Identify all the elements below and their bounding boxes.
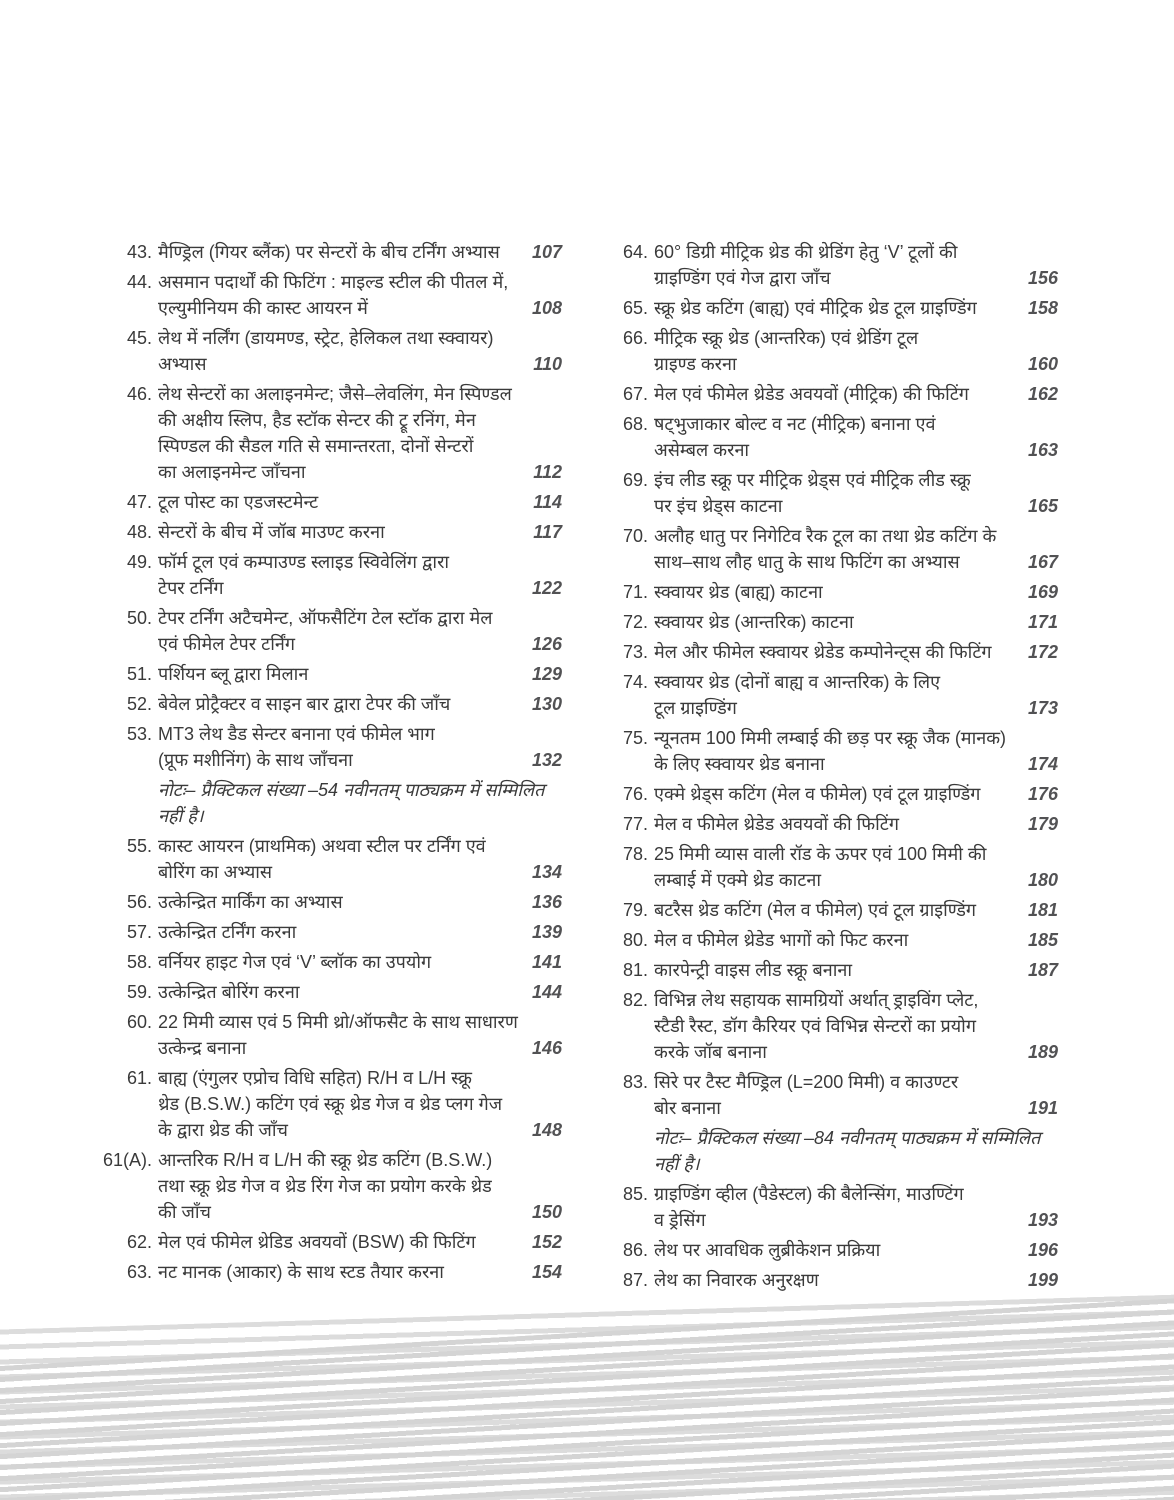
entry-page-number: 162 (1027, 384, 1058, 404)
entry-page-number: 141 (531, 952, 562, 972)
entry-number: 69. (622, 470, 648, 490)
entry-number: 74. (622, 672, 648, 692)
entry-page-number: 144 (531, 982, 562, 1002)
entry-number: 87. (622, 1270, 648, 1290)
entry-number: 67. (622, 384, 648, 404)
entry-title: मेल व फीमेल थ्रेडेड भागों को फिट करना (654, 930, 909, 950)
entry-number: 81. (622, 960, 648, 980)
toc-entry (596, 957, 1058, 983)
entry-title: वर्नियर हाइट गेज एवं ‘V’ ब्लॉक का उपयोग (158, 952, 432, 972)
entry-page-number: 185 (1027, 930, 1058, 950)
entry-page-number: 174 (1027, 754, 1058, 774)
entry-page-number: 126 (531, 634, 562, 654)
entry-number: 52. (126, 694, 152, 714)
toc-entry (100, 979, 562, 1005)
toc-entry (100, 833, 562, 885)
toc-entry (596, 295, 1058, 321)
toc-entry (596, 1181, 1058, 1233)
entry-number: 47. (126, 492, 152, 512)
toc-entry (596, 725, 1058, 777)
note-text: नोटः– प्रैक्टिकल संख्या –54 नवीनतम् पाठ्यक्रम में सम्मिलित नहीं है। (158, 780, 545, 826)
entry-title: बाह्य (एंगुलर एप्रोच विधि सहित) R/H व L/H स्क्रू थ्रेड (B.S.W.) कटिंग एवं स्क्रू थ्रेड गेज व थ्रेड प्लग गेज के द्वारा थ्रेड की जाँच (158, 1068, 503, 1140)
entry-number: 83. (622, 1072, 648, 1092)
toc-entry (596, 1237, 1058, 1263)
entry-page-number: 171 (1027, 612, 1058, 632)
entry-page-number: 148 (531, 1120, 562, 1140)
entry-title: सिरे पर टैस्ट मैण्ड्रिल (L=200 मिमी) व काउण्टर बोर बनाना (654, 1072, 959, 1118)
entry-page-number: 136 (531, 892, 562, 912)
toc-entry (596, 927, 1058, 953)
toc-note (100, 777, 562, 829)
toc-entry (100, 519, 562, 545)
entry-page-number: 181 (1027, 900, 1058, 920)
entry-title: मेल और फीमेल स्क्वायर थ्रेडेड कम्पोनेन्ट्स की फिटिंग (654, 642, 992, 662)
entry-number: 79. (622, 900, 648, 920)
entry-title: मेल एवं फीमेल थ्रेडेड अवयवों (मीट्रिक) की फिटिंग (654, 384, 969, 404)
toc-entry (100, 239, 562, 265)
toc-entry (596, 239, 1058, 291)
entry-page-number: 110 (533, 354, 562, 374)
entry-number: 61. (126, 1068, 152, 1088)
entry-title: लेथ में नर्लिंग (डायमण्ड, स्ट्रेट, हेलिकल तथा स्क्वायर) अभ्यास (158, 328, 494, 374)
toc-entry (100, 691, 562, 717)
entry-page-number: 189 (1027, 1042, 1058, 1062)
entry-page-number: 187 (1027, 960, 1058, 980)
entry-title: MT3 लेथ डैड सेन्टर बनाना एवं फीमेल भाग (प्रूफ मशीनिंग) के साथ जाँचना (158, 724, 435, 770)
entry-title: षट्भुजाकार बोल्ट व नट (मीट्रिक) बनाना एवं असेम्बल करना (654, 414, 936, 460)
toc-entry (596, 609, 1058, 635)
entry-page-number: 130 (531, 694, 562, 714)
entry-number: 85. (622, 1184, 648, 1204)
entry-page-number: 176 (1027, 784, 1058, 804)
entry-title: टूल पोस्ट का एडजस्टमेन्ट (158, 492, 319, 512)
entry-title: बेवेल प्रोट्रैक्टर व साइन बार द्वारा टेपर की जाँच (158, 694, 451, 714)
entry-page-number: 160 (1027, 354, 1058, 374)
entry-number: 66. (622, 328, 648, 348)
toc-entry (100, 1259, 562, 1285)
entry-number: 46. (126, 384, 152, 404)
entry-page-number: 152 (531, 1232, 562, 1252)
entry-page-number: 129 (531, 664, 562, 684)
toc-entry (100, 269, 562, 321)
entry-page-number: 114 (533, 492, 562, 512)
entry-title: बटरैस थ्रेड कटिंग (मेल व फीमेल) एवं टूल ग्राइण्डिंग (654, 900, 977, 920)
entry-title: विभिन्न लेथ सहायक सामग्रियों अर्थात् ड्राइविंग प्लेट, स्टैडी रैस्ट, डॉग कैरियर एवं विभिन्न सेन्टरों का प्रयोग करके जॉब बनाना (654, 990, 979, 1062)
entry-number: 56. (126, 892, 152, 912)
entry-page-number: 165 (1027, 496, 1058, 516)
entry-page-number: 179 (1027, 814, 1058, 834)
entry-number: 60. (126, 1012, 152, 1032)
stripe-layer-back (0, 1291, 1174, 1500)
entry-number: 59. (126, 982, 152, 1002)
toc-entry (100, 381, 562, 485)
toc-entry (596, 841, 1058, 893)
entry-title: आन्तरिक R/H व L/H की स्क्रू थ्रेड कटिंग (B.S.W.) तथा स्क्रू थ्रेड गेज व थ्रेड रिंग गेज का प्रयोग करके थ्रेड की जाँच (158, 1150, 493, 1222)
entry-title: कास्ट आयरन (प्राथमिक) अथवा स्टील पर टर्निंग एवं बोरिंग का अभ्यास (158, 836, 486, 882)
entry-page-number: 117 (533, 522, 562, 542)
entry-number: 70. (622, 526, 648, 546)
entry-title: उत्केन्द्रित टर्निंग करना (158, 922, 297, 942)
entry-title: उत्केन्द्रित मार्किंग का अभ्यास (158, 892, 343, 912)
entry-page-number: 134 (531, 862, 562, 882)
toc-entry (596, 1267, 1058, 1293)
entry-title: 22 मिमी व्यास एवं 5 मिमी थ्रो/ऑफसैट के साथ साधारण उत्केन्द्र बनाना (158, 1012, 518, 1058)
entry-number: 58. (126, 952, 152, 972)
toc-entry (100, 1065, 562, 1143)
entry-page-number: 191 (1027, 1098, 1058, 1118)
entry-number: 68. (622, 414, 648, 434)
toc-entry (100, 1229, 562, 1255)
entry-title: उत्केन्द्रित बोरिंग करना (158, 982, 300, 1002)
entry-title: मेल एवं फीमेल थ्रेडिड अवयवों (BSW) की फिटिंग (158, 1232, 476, 1252)
toc-entry (596, 381, 1058, 407)
entry-title: मैण्ड्रिल (गियर ब्लैंक) पर सेन्टरों के बीच टर्निंग अभ्यास (158, 242, 500, 262)
toc-entry (596, 781, 1058, 807)
entry-title: फॉर्म टूल एवं कम्पाउण्ड स्लाइड स्विवेलिंग द्वारा टेपर टर्निंग (158, 552, 450, 598)
entry-number: 45. (126, 328, 152, 348)
entry-page-number: 132 (531, 750, 562, 770)
entry-number: 57. (126, 922, 152, 942)
note-text: नोटः– प्रैक्टिकल संख्या –84 नवीनतम् पाठ्यक्रम में सम्मिलित नहीं है। (654, 1128, 1041, 1174)
entry-page-number: 146 (531, 1038, 562, 1058)
toc-column-1 (100, 239, 562, 1297)
toc-entry (596, 325, 1058, 377)
entry-page-number: 193 (1027, 1210, 1058, 1230)
entry-title: कारपेन्ट्री वाइस लीड स्क्रू बनाना (654, 960, 853, 980)
entry-number: 80. (622, 930, 648, 950)
entry-page-number: 199 (1027, 1270, 1058, 1290)
toc-entry (596, 411, 1058, 463)
entry-number: 75. (622, 728, 648, 748)
entry-title: टेपर टर्निंग अटैचमेन्ट, ऑफसैटिंग टेल स्टॉक द्वारा मेल एवं फीमेल टेपर टर्निंग (158, 608, 493, 654)
entry-page-number: 154 (531, 1262, 562, 1282)
entry-number: 65. (622, 298, 648, 318)
entry-number: 53. (126, 724, 152, 744)
toc-entry (596, 987, 1058, 1065)
toc-entry (100, 919, 562, 945)
stripe-layer-front (0, 1291, 1174, 1500)
entry-page-number: 172 (1027, 642, 1058, 662)
entry-title: 25 मिमी व्यास वाली रॉड के ऊपर एवं 100 मिमी की लम्बाई में एक्मे थ्रेड काटना (654, 844, 987, 890)
entry-title: मेल व फीमेल थ्रेडेड अवयवों की फिटिंग (654, 814, 900, 834)
entry-number: 43. (126, 242, 152, 262)
entry-page-number: 167 (1027, 552, 1058, 572)
entry-number: 63. (126, 1262, 152, 1282)
entry-title: इंच लीड स्क्रू पर मीट्रिक थ्रेड्स एवं मीट्रिक लीड स्क्रू पर इंच थ्रेड्स काटना (654, 470, 971, 516)
entry-page-number: 122 (531, 578, 562, 598)
table-of-contents (100, 239, 1058, 1297)
entry-title: नट मानक (आकार) के साथ स्टड तैयार करना (158, 1262, 444, 1282)
entry-title: स्क्वायर थ्रेड (बाह्य) काटना (654, 582, 823, 602)
entry-number: 76. (622, 784, 648, 804)
entry-number: 61(A). (102, 1150, 152, 1170)
toc-entry (100, 661, 562, 687)
toc-entry (100, 605, 562, 657)
entry-page-number: 139 (531, 922, 562, 942)
entry-number: 51. (126, 664, 152, 684)
entry-page-number: 158 (1027, 298, 1058, 318)
toc-entry (596, 579, 1058, 605)
toc-note (596, 1125, 1058, 1177)
entry-number: 72. (622, 612, 648, 632)
toc-entry (596, 467, 1058, 519)
entry-title: पर्शियन ब्लू द्वारा मिलान (158, 664, 309, 684)
toc-entry (596, 897, 1058, 923)
toc-entry (100, 549, 562, 601)
toc-entry (100, 325, 562, 377)
toc-entry (100, 1147, 562, 1225)
entry-title: अलौह धातु पर निगेटिव रैक टूल का तथा थ्रेड कटिंग के साथ–साथ लौह धातु के साथ फिटिंग का अभ्यास (654, 526, 997, 572)
entry-page-number: 169 (1027, 582, 1058, 602)
entry-title: मीट्रिक स्क्रू थ्रेड (आन्तरिक) एवं थ्रेडिंग टूल ग्राइण्ड करना (654, 328, 919, 374)
entry-number: 77. (622, 814, 648, 834)
toc-entry (100, 949, 562, 975)
entry-title: असमान पदार्थों की फिटिंग : माइल्ड स्टील की पीतल में, एल्युमीनियम की कास्ट आयरन में (158, 272, 509, 318)
entry-number: 78. (622, 844, 648, 864)
toc-entry (596, 669, 1058, 721)
toc-entry (596, 639, 1058, 665)
entry-number: 82. (622, 990, 648, 1010)
entry-page-number: 107 (531, 242, 562, 262)
entry-title: स्क्वायर थ्रेड (दोनों बाह्य व आन्तरिक) के लिए टूल ग्राइण्डिंग (654, 672, 941, 718)
entry-number: 44. (126, 272, 152, 292)
entry-title: स्क्वायर थ्रेड (आन्तरिक) काटना (654, 612, 854, 632)
entry-number: 62. (126, 1232, 152, 1252)
entry-title: लेथ सेन्टरों का अलाइनमेन्ट; जैसे–लेवलिंग, मेन स्पिण्डल की अक्षीय स्लिप, हैड स्टॉक सेन्टर की ट्रू रनिंग, मेन स्पिण्डल की सैडल गति से समान्तरता, दोनों सेन्टरों का अलाइनमेन्ट जाँचना (158, 384, 512, 482)
entry-title: न्यूनतम 100 मिमी लम्बाई की छड़ पर स्क्रू जैक (मानक) के लिए स्क्वायर थ्रेड बनाना (654, 728, 1007, 774)
toc-entry (596, 523, 1058, 575)
entry-page-number: 173 (1027, 698, 1058, 718)
entry-title: एक्मे थ्रेड्स कटिंग (मेल व फीमेल) एवं टूल ग्राइण्डिंग (654, 784, 981, 804)
toc-column-2 (596, 239, 1058, 1297)
entry-page-number: 156 (1027, 268, 1058, 288)
entry-title: सेन्टरों के बीच में जॉब माउण्ट करना (158, 522, 385, 542)
entry-number: 71. (622, 582, 648, 602)
entry-number: 48. (126, 522, 152, 542)
entry-number: 49. (126, 552, 152, 572)
entry-title: लेथ पर आवधिक लुब्रीकेशन प्रक्रिया (654, 1240, 881, 1260)
entry-title: ग्राइण्डिंग व्हील (पैडेस्टल) की बैलेन्सिंग, माउण्टिंग व ड्रेसिंग (654, 1184, 964, 1230)
toc-entry (100, 1009, 562, 1061)
entry-title: स्क्रू थ्रेड कटिंग (बाह्य) एवं मीट्रिक थ्रेड टूल ग्राइण्डिंग (654, 298, 977, 318)
entry-number: 64. (622, 242, 648, 262)
entry-number: 86. (622, 1240, 648, 1260)
toc-entry (100, 721, 562, 773)
entry-page-number: 163 (1027, 440, 1058, 460)
entry-title: 60° डिग्री मीट्रिक थ्रेड की थ्रेडिंग हेतु ‘V’ टूलों की ग्राइण्डिंग एवं गेज द्वारा जाँच (654, 242, 958, 288)
toc-entry (100, 889, 562, 915)
toc-entry (596, 811, 1058, 837)
entry-page-number: 108 (531, 298, 562, 318)
entry-page-number: 150 (531, 1202, 562, 1222)
entry-number: 73. (622, 642, 648, 662)
entry-title: लेथ का निवारक अनुरक्षण (654, 1270, 819, 1290)
entry-number: 50. (126, 608, 152, 628)
entry-number: 55. (126, 836, 152, 856)
entry-page-number: 180 (1027, 870, 1058, 890)
toc-entry (596, 1069, 1058, 1121)
entry-page-number: 112 (533, 462, 562, 482)
entry-page-number: 196 (1027, 1240, 1058, 1260)
toc-entry (100, 489, 562, 515)
